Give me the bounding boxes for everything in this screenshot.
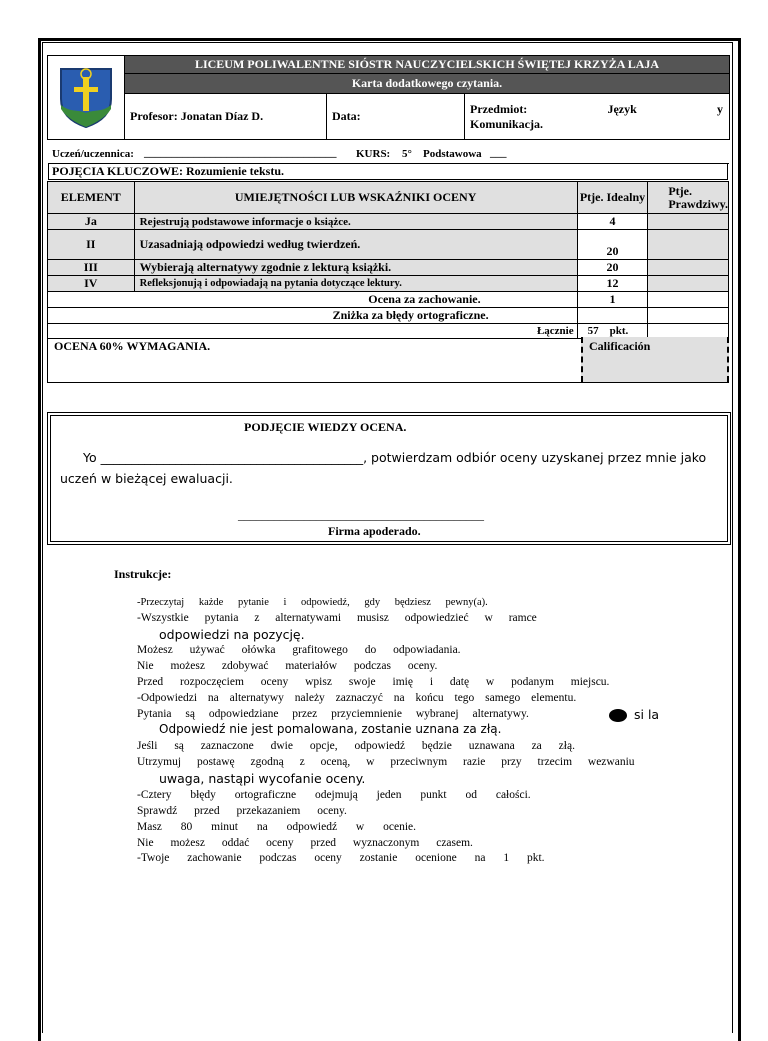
row-element: II — [48, 230, 135, 260]
instruction-line: Utrzymuj postawę zgodną z oceną, w przeciwnym razie przy trzecim wezwaniu — [137, 756, 635, 768]
row-ideal-points: 4 — [577, 214, 648, 230]
row-element: III — [48, 260, 135, 276]
course-label: KURS: — [356, 148, 391, 160]
signature-line[interactable]: _________________________________________ — [238, 508, 484, 522]
col-real-header: Ptje. Prawdziwy. — [648, 182, 729, 214]
school-crest-cell — [48, 56, 125, 140]
instruction-line: Jeśli są zaznaczone dwie opcje, odpowiedź będzie uznawana za złą. — [137, 740, 575, 752]
confirmation-text: , potwierdzam odbiór oceny uzyskanej przez mnie jako — [363, 450, 707, 465]
subject-label: Przedmiot: — [470, 101, 528, 116]
col-skills-header: UMIEJĘTNOŚCI LUB WSKAŹNIKI OCENY — [134, 182, 577, 214]
school-name: LICEUM POLIWALENTNE SIÓSTR NAUCZYCIELSKICH ŚWIĘTEJ KRZYŻA LAJA — [125, 56, 730, 74]
subject-cell — [465, 94, 730, 140]
professor-name: Profesor: Jonatan Díaz D. — [125, 94, 327, 140]
signature-label: Firma apoderado. — [328, 524, 421, 538]
requirement-label: OCENA 60% WYMAGANIA. — [54, 339, 211, 353]
subject-value: Język — [607, 101, 637, 116]
card-subtitle: Karta dodatkowego czytania. — [125, 74, 730, 94]
instruction-line: Pytania są odpowiedziane przez przyciemnienie wybranej alternatywy. — [137, 708, 529, 720]
evaluation-table — [47, 181, 729, 339]
course-value: 5° — [402, 148, 412, 160]
acknowledgement-line-1 — [83, 450, 728, 465]
row-ideal-points: 20 — [577, 260, 648, 276]
spelling-label: Zniżka za błędy ortograficzne. — [48, 308, 578, 324]
row-description: Rejestrują podstawowe informacje o książce. — [134, 214, 577, 230]
grade-section — [47, 337, 729, 383]
row-element: Ja — [48, 214, 135, 230]
student-row — [48, 147, 729, 164]
instruction-line: Przed rozpoczęciem oceny wpisz swoje imię i datę w podanym miejscu. — [137, 676, 610, 688]
total-value: 57 — [587, 325, 599, 337]
instruction-line: si la — [634, 707, 660, 722]
subject-continuation: Komunikacja. — [470, 116, 544, 131]
instruction-line: uwaga, nastąpi wycofanie oceny. — [159, 771, 366, 786]
instruction-line: Nie możesz oddać oceny przed wyznaczonym czasem. — [137, 837, 473, 849]
instruction-line: Odpowiedź nie jest pomalowana, zostanie uznana za złą. — [159, 722, 502, 736]
key-concepts: POJĘCIA KLUCZOWE: Rozumienie tekstu. — [48, 164, 728, 180]
row-description: Refleksjonują i odpowiadają na pytania dotyczące lektury. — [134, 276, 577, 292]
course-level-blank: ___ — [490, 147, 507, 159]
instruction-line: -Przeczytaj każde pytanie i odpowiedź, gdy będziesz pewny(a). — [137, 597, 488, 608]
instruction-line: Masz 80 minut na odpowiedź w ocenie. — [137, 821, 416, 833]
instruction-line: -Cztery błędy ortograficzne odejmują jeden punkt od całości. — [137, 789, 531, 801]
instructions-title: Instrukcje: — [114, 567, 172, 581]
behavior-real-points[interactable] — [648, 292, 729, 308]
row-element: IV — [48, 276, 135, 292]
name-blank[interactable]: __________________________________________ — [100, 450, 364, 465]
behavior-label: Ocena za zachowanie. — [48, 292, 578, 308]
date-label: Data: — [327, 94, 465, 140]
row-description: Wybierają alternatywy zgodnie z lekturą książki. — [134, 260, 577, 276]
instruction-line: -Wszystkie pytania z alternatywami musisz odpowiedzieć w ramce — [137, 612, 537, 624]
row-description: Uzasadniają odpowiedzi według twierdzeń. — [134, 230, 577, 260]
instruction-line: Sprawdź przed przekazaniem oceny. — [137, 805, 347, 817]
instruction-line: -Twoje zachowanie podczas oceny zostanie ocenione na 1 pkt. — [137, 852, 545, 864]
grade-box[interactable] — [581, 337, 729, 382]
course-level: Podstawowa — [423, 148, 482, 160]
grade-label: Calificación — [589, 339, 651, 353]
row-real-points[interactable] — [648, 230, 729, 260]
total-label: Łącznie — [48, 324, 578, 339]
instruction-line: -Odpowiedzi na alternatywy należy zaznaczyć na końcu tego samego elementu. — [137, 692, 577, 704]
row-real-points[interactable] — [648, 276, 729, 292]
row-ideal-points: 12 — [577, 276, 648, 292]
instruction-line: Nie możesz zdobywać materiałów podczas oceny. — [137, 660, 438, 672]
total-unit: pkt. — [609, 325, 629, 337]
row-ideal-points: 20 — [577, 230, 648, 260]
yo-label: Yo — [83, 450, 97, 465]
row-real-points[interactable] — [648, 260, 729, 276]
header-table — [47, 55, 730, 140]
school-crest-icon — [56, 63, 116, 129]
spelling-real-points[interactable] — [648, 308, 729, 324]
student-label: Uczeń/uczennica: — [52, 148, 134, 160]
col-element-header: ELEMENT — [48, 182, 135, 214]
acknowledgement-box — [47, 412, 731, 545]
spelling-points — [577, 308, 648, 324]
col-ideal-header: Ptje. Idealny — [577, 182, 648, 214]
filled-bubble-icon — [609, 709, 627, 722]
acknowledgement-line-2: uczeń w bieżącej ewaluacji. — [60, 471, 233, 486]
behavior-points: 1 — [577, 292, 648, 308]
row-real-points[interactable] — [648, 214, 729, 230]
instruction-line: odpowiedzi na pozycję. — [159, 627, 305, 642]
instruction-line: Możesz używać ołówka grafitowego do odpowiadania. — [137, 644, 461, 656]
acknowledgement-title: PODJĘCIE WIEDZY OCENA. — [244, 420, 407, 434]
subject-connector: y — [716, 101, 723, 116]
student-name-blank[interactable]: ___________________________________ — [144, 147, 337, 159]
